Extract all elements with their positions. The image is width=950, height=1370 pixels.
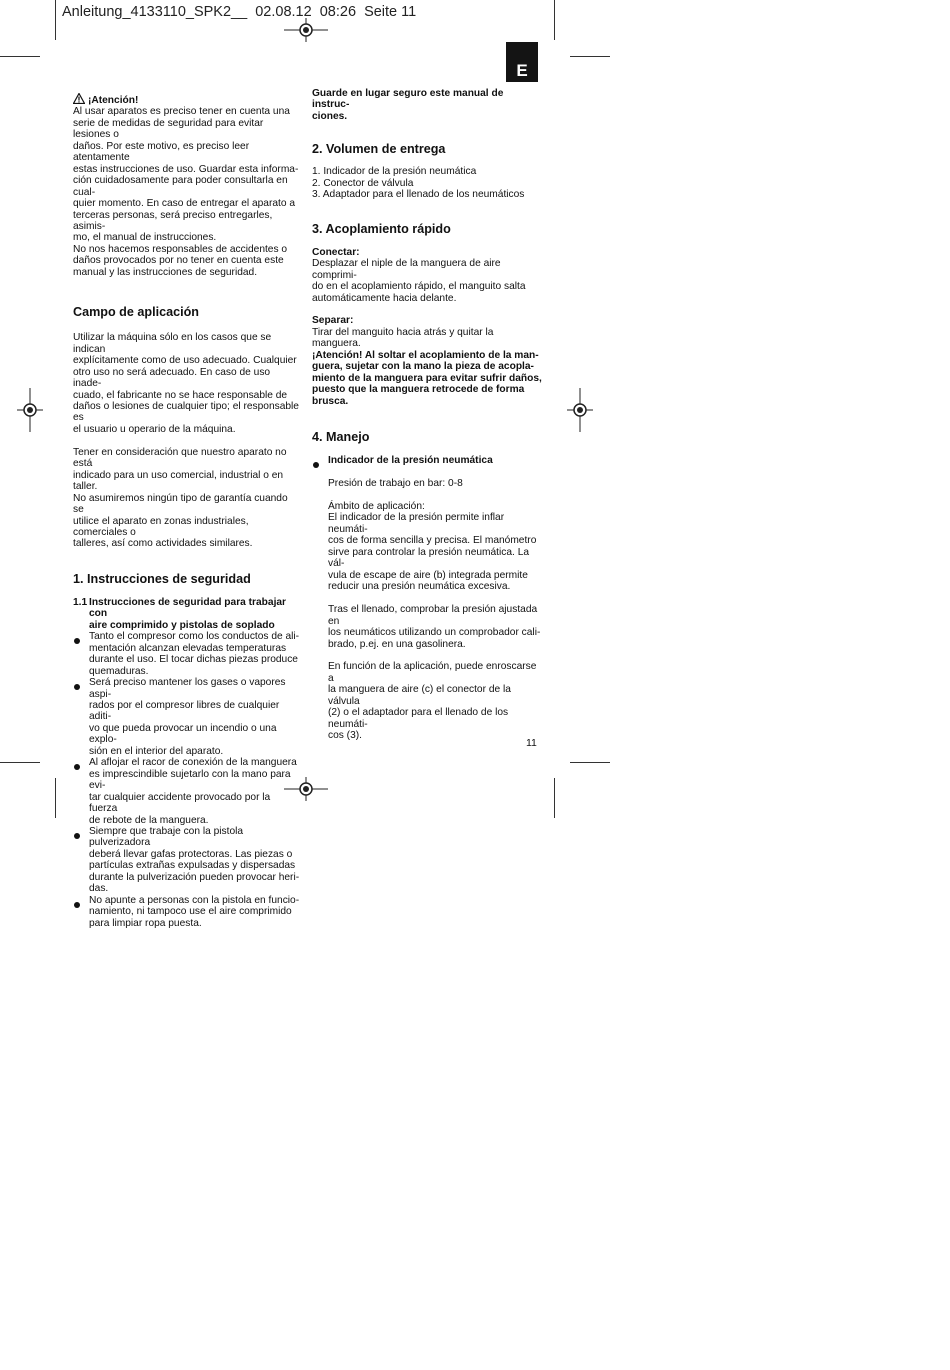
text-line: mentación alcanzan elevadas temperaturas xyxy=(89,642,287,654)
text-line: ciones. xyxy=(312,110,348,122)
warning-title: ¡Atención! xyxy=(88,95,139,106)
text-line: Tener en consideración que nuestro aparato no está xyxy=(73,446,287,470)
text-line: reducir una presión neumática excesiva. xyxy=(328,581,511,593)
text-line: los neumáticos utilizando un comprobador cali- xyxy=(328,627,541,639)
text-line: cuado, el fabricante no se hace responsable de xyxy=(73,389,288,401)
warning-line: manual y las instrucciones de seguridad. xyxy=(73,266,258,278)
delivery-list xyxy=(312,166,542,200)
crop-mark xyxy=(554,778,555,818)
warning-line: Al usar aparatos es preciso tener en cuenta una xyxy=(73,106,290,118)
text-line: Presión de trabajo en bar: 0-8 xyxy=(328,478,463,490)
text-line: Tanto el compresor como los conductos de ali- xyxy=(89,631,300,643)
text-line: Siempre que trabaje con la pistola pulverizadora xyxy=(89,825,244,849)
text-line: aire comprimido y pistolas de soplado xyxy=(89,619,275,631)
text-line: Tirar del manguito hacia atrás y quitar la manguera. xyxy=(312,326,494,350)
crop-mark xyxy=(554,0,555,40)
text-line: partículas extrañas expulsadas y dispersadas xyxy=(89,860,296,872)
text-line: Tras el llenado, comprobar la presión ajustada en xyxy=(328,604,538,627)
text-line: Utilizar la máquina sólo en los casos que se indican xyxy=(73,332,272,355)
section-heading: Campo de aplicación xyxy=(73,305,199,320)
warning-block xyxy=(73,93,301,278)
warning-line: daños. Por este motivo, es preciso leer atentamente xyxy=(73,140,250,164)
bullet-item xyxy=(312,455,542,466)
section-heading: 2. Volumen de entrega xyxy=(312,142,446,157)
keep-manual-note xyxy=(312,88,542,122)
text-line: rados por el compresor libres de cualquier aditi- xyxy=(89,699,280,723)
text-line: durante la pulverización pueden provocar heri- xyxy=(89,871,300,883)
text-line: ¡Atención! Al soltar el acoplamiento de la man- xyxy=(312,349,539,361)
list-item: 1. Indicador de la presión neumática xyxy=(312,166,477,178)
bullet-item xyxy=(73,757,301,826)
subsection-number: 1.1 xyxy=(73,596,88,608)
text-line: brado, p.ej. en una gasolinera. xyxy=(328,638,466,650)
crop-mark xyxy=(570,56,610,57)
text-line: indicado para un uso comercial, industrial o en taller. xyxy=(73,469,284,493)
text-line: quemaduras. xyxy=(89,665,149,677)
bullet-item xyxy=(73,826,301,895)
right-column xyxy=(312,88,542,742)
text-line: automáticamente hacia delante. xyxy=(312,292,457,304)
text-line: Al aflojar el racor de conexión de la manguera xyxy=(89,757,297,769)
text-line: En función de la aplicación, puede enroscarse a xyxy=(328,661,537,684)
text-line: El indicador de la presión permite inflar neumáti- xyxy=(328,512,505,535)
label: Conectar: xyxy=(312,246,360,258)
text-line: namiento, ni tampoco use el aire comprimido xyxy=(89,906,292,918)
page-number: 11 xyxy=(526,737,537,749)
registration-mark xyxy=(567,388,593,432)
text-line: la manguera de aire (c) el conector de la válvula xyxy=(328,684,511,707)
text-line: cos (3). xyxy=(328,730,362,742)
text-line: do en el acoplamiento rápido, el manguito salta xyxy=(312,281,526,293)
bullet-item xyxy=(73,895,301,929)
warning-line: mo, el manual de instrucciones. xyxy=(73,232,217,244)
crop-mark xyxy=(55,0,56,40)
text-line: vula de escape de aire (b) integrada permite xyxy=(328,569,528,581)
text-line: cos de forma sencilla y precisa. El manómetro xyxy=(328,535,537,547)
warning-line: serie de medidas de seguridad para evitar lesiones o xyxy=(73,117,264,141)
label: Ámbito de aplicación: xyxy=(328,501,425,513)
warning-line: estas instrucciones de uso. Guardar esta informa- xyxy=(73,163,299,175)
text-line: utilice el aparato en zonas industriales, comerciales o xyxy=(73,515,249,538)
warning-triangle-icon xyxy=(73,93,85,104)
text-line: talleres, así como actividades similares. xyxy=(73,538,253,550)
text-line: puesto que la manguera retrocede de forma xyxy=(312,384,525,396)
text-line: Indicador de la presión neumática xyxy=(328,455,493,467)
crop-mark xyxy=(0,762,40,763)
section-heading: 1. Instrucciones de seguridad xyxy=(73,571,251,586)
crop-mark xyxy=(0,56,40,57)
warning-line: terceras personas, será preciso entregarles, asimis- xyxy=(73,209,273,232)
paragraph xyxy=(312,661,542,741)
bullet-item xyxy=(73,631,301,677)
paragraph xyxy=(73,332,301,435)
text-line: otro uso no será adecuado. En caso de uso inade- xyxy=(73,366,271,390)
text-line: Desplazar el niple de la manguera de aire comprimi- xyxy=(312,258,501,281)
warning-line: No nos hacemos responsables de accidentes o xyxy=(73,243,288,255)
paragraph xyxy=(73,447,301,550)
warning-text xyxy=(312,350,542,407)
text-line: durante el uso. El tocar dichas piezas produce xyxy=(89,654,298,666)
bullet-item xyxy=(73,677,301,757)
crop-mark xyxy=(55,778,56,818)
paragraph xyxy=(312,512,542,592)
text-line: el usuario u operario de la máquina. xyxy=(73,423,236,435)
section-heading: 4. Manejo xyxy=(312,430,370,445)
text-line: para limpiar ropa puesta. xyxy=(89,917,202,929)
section-heading: 3. Acoplamiento rápido xyxy=(312,221,451,236)
label: Separar: xyxy=(312,315,354,327)
text-line: Instrucciones de seguridad para trabajar con xyxy=(89,596,287,620)
text-line: guera, sujetar con la mano la pieza de acopla- xyxy=(312,361,534,373)
text-line: daños o lesiones de cualquier tipo; el responsable es xyxy=(73,400,299,424)
text-line: Será preciso mantener los gases o vapores aspi- xyxy=(89,677,286,700)
registration-mark xyxy=(17,388,43,432)
left-column xyxy=(73,93,301,929)
list-item: 3. Adaptador para el llenado de los neumáticos xyxy=(312,189,525,201)
text-line: es imprescindible sujetarlo con la mano para evi- xyxy=(89,768,291,792)
text-line: sión en el interior del aparato. xyxy=(89,745,224,757)
warning-line: ción cuidadosamente para poder consultarla en cual- xyxy=(73,175,288,198)
text-line: vo que pueda provocar un incendio o una explo- xyxy=(89,722,277,746)
text-line: No asumiremos ningún tipo de garantía cuando se xyxy=(73,492,288,516)
text-line: No apunte a personas con la pistola en funcio- xyxy=(89,894,300,906)
text-line: de rebote de la manguera. xyxy=(89,814,209,826)
text-line: explícitamente como de uso adecuado. Cualquier xyxy=(73,355,297,367)
text-line: tar cualquier accidente provocado por la fuerza xyxy=(89,791,271,815)
text-line: das. xyxy=(89,883,109,895)
print-header: Anleitung_4133110_SPK2__ 02.08.12 08:26 Seite 11 xyxy=(62,4,417,20)
text-line: brusca. xyxy=(312,395,349,407)
text-line: miento de la manguera para evitar sufrir daños, xyxy=(312,372,542,384)
crop-mark xyxy=(570,762,610,763)
warning-line: quier momento. En caso de entregar el aparato a xyxy=(73,198,295,210)
subsection-heading xyxy=(73,597,301,631)
text-line: (2) o el adaptador para el llenado de los neumáti- xyxy=(328,707,509,730)
language-tab: E xyxy=(506,42,538,82)
list-item: 2. Conector de válvula xyxy=(312,177,414,189)
warning-line: daños provocados por no tener en cuenta este xyxy=(73,255,284,267)
text-line: sirve para controlar la presión neumática. La vál- xyxy=(328,546,530,570)
text-line: deberá llevar gafas protectoras. Las piezas o xyxy=(89,848,293,860)
text-line: Guarde en lugar seguro este manual de instruc- xyxy=(312,88,504,111)
registration-mark xyxy=(284,18,328,42)
paragraph xyxy=(312,604,542,650)
